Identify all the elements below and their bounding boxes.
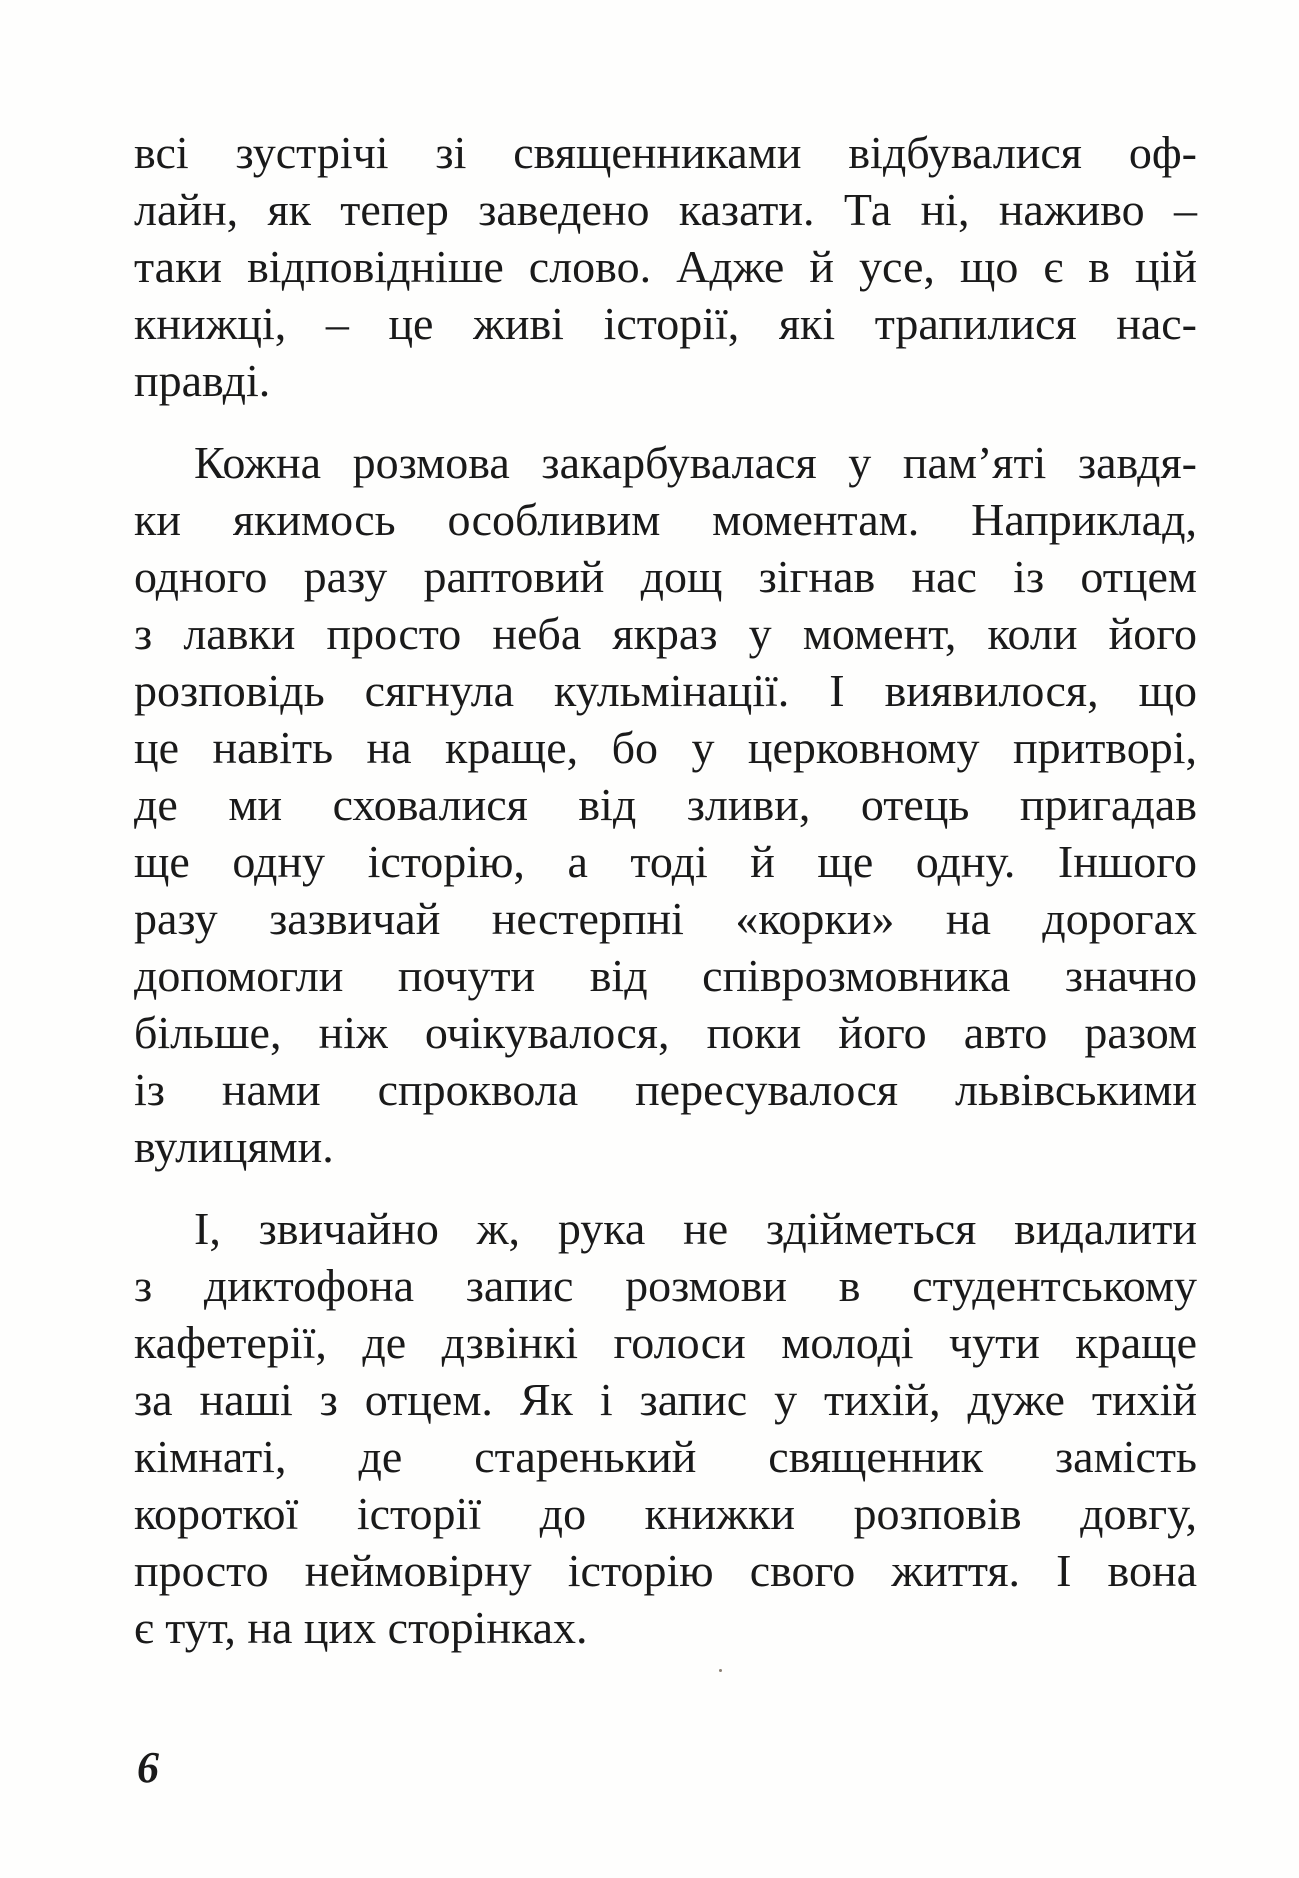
paragraph-2 — [134, 434, 1197, 1175]
text-line: правді. — [134, 355, 271, 406]
body-text — [134, 124, 1197, 1681]
paragraph-3 — [134, 1200, 1197, 1656]
text-line: де ми сховалися від зливи, отець пригадав — [134, 779, 1197, 830]
text-line: лайн, як тепер заведено казати. Та ні, наживо – — [134, 184, 1197, 235]
text-line: разу зазвичай нестерпні «корки» на дорогах — [134, 893, 1197, 944]
text-line: таки відповідніше слово. Адже й усе, що є в цій — [134, 241, 1197, 292]
text-line: з диктофона запис розмови в студентському — [134, 1260, 1197, 1311]
text-line: всі зустрічі зі священниками відбувалися оф- — [134, 127, 1197, 178]
text-line: із нами спроквола пересувалося львівськими — [134, 1064, 1197, 1115]
paragraph-1 — [134, 124, 1197, 409]
text-line: з лавки просто неба якраз у момент, коли його — [134, 608, 1197, 659]
text-line: книжці, – це живі історії, які трапилися нас- — [134, 298, 1197, 349]
text-line: це навіть на краще, бо у церковному притворі, — [134, 722, 1197, 773]
text-line: вулицями. — [134, 1121, 334, 1172]
text-line: розповідь сягнула кульмінації. І виявилося, що — [134, 665, 1197, 716]
text-line: допомогли почути від співрозмовника значно — [134, 950, 1197, 1001]
text-line: кафетерії, де дзвінкі голоси молоді чути краще — [134, 1317, 1197, 1368]
text-line: Кожна розмова закарбувалася у пам’яті завдя- — [194, 437, 1197, 488]
text-line: просто неймовірну історію свого життя. І вона — [134, 1545, 1197, 1596]
text-line: за наші з отцем. Як і запис у тихій, дуже тихій — [134, 1374, 1197, 1425]
text-line: короткої історії до книжки розповів довгу, — [134, 1488, 1197, 1539]
text-line: кімнаті, де старенький священник замість — [134, 1431, 1197, 1482]
text-line: одного разу раптовий дощ зігнав нас із отцем — [134, 551, 1197, 602]
text-line: є тут, на цих сторінках. — [134, 1602, 588, 1653]
text-line: ки якимось особливим моментам. Наприклад, — [134, 494, 1197, 545]
paper-speck — [719, 1669, 722, 1672]
page-number: 6 — [137, 1743, 159, 1792]
text-line: більше, ніж очікувалося, поки його авто разом — [134, 1007, 1197, 1058]
text-line: ще одну історію, а тоді й ще одну. Іншого — [134, 836, 1197, 887]
text-line: І, звичайно ж, рука не здійметься видалити — [194, 1203, 1197, 1254]
